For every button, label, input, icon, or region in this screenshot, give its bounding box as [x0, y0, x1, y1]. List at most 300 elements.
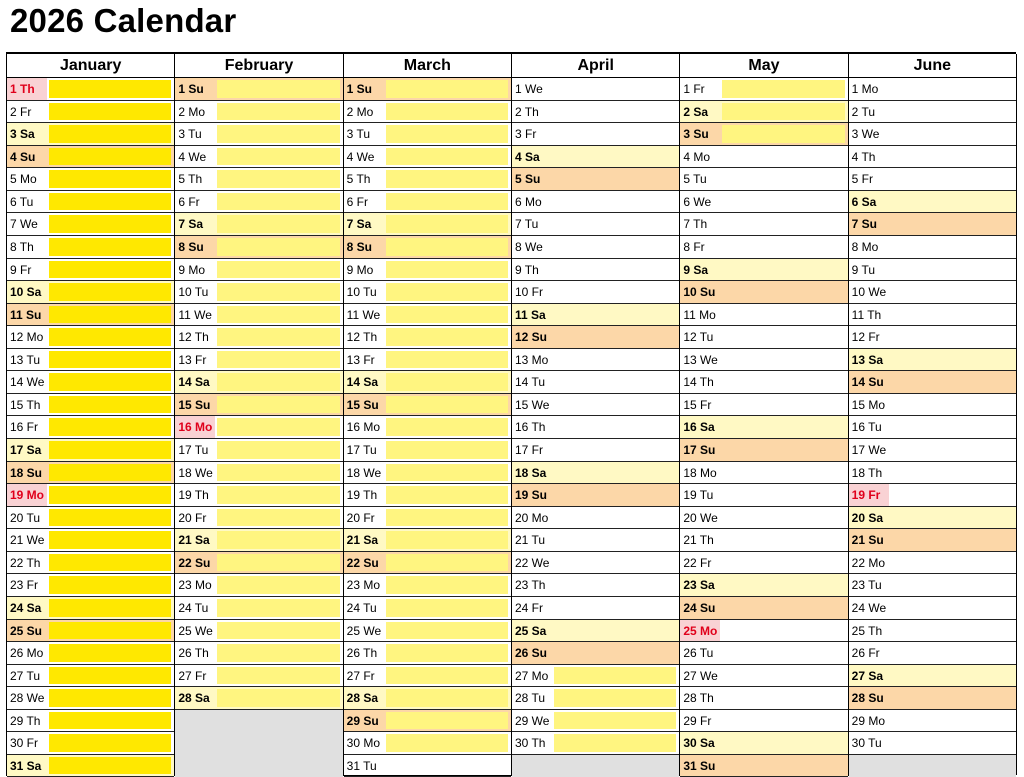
day-note-highlight	[722, 80, 844, 98]
day-note-highlight	[49, 441, 171, 459]
day-row[interactable]	[175, 552, 342, 575]
day-row[interactable]	[512, 710, 679, 733]
day-row[interactable]	[175, 484, 342, 507]
day-row[interactable]	[175, 304, 342, 327]
day-row[interactable]	[7, 574, 174, 597]
day-row[interactable]	[344, 552, 511, 575]
day-row[interactable]	[344, 462, 511, 485]
day-note-highlight	[217, 531, 339, 549]
day-label: 25 Mo	[683, 623, 718, 638]
day-row[interactable]	[7, 529, 174, 552]
day-note-highlight	[217, 373, 339, 391]
day-note-highlight	[217, 125, 339, 143]
day-label: 12 Fr	[851, 330, 880, 345]
day-note-highlight	[217, 509, 339, 527]
day-label: 17 Tu	[178, 443, 209, 457]
day-note-highlight	[217, 667, 339, 685]
day-row[interactable]	[7, 349, 174, 372]
day-label: 9 Fr	[10, 262, 32, 277]
day-label: 7 Sa	[178, 217, 204, 232]
day-label: 15 We	[515, 397, 550, 412]
day-row[interactable]	[849, 732, 1016, 755]
month-header: April	[512, 54, 679, 78]
day-row[interactable]	[849, 123, 1016, 146]
day-row[interactable]	[175, 259, 342, 282]
day-row[interactable]	[344, 349, 511, 372]
day-row[interactable]	[512, 326, 679, 349]
day-row[interactable]	[512, 191, 679, 214]
day-label: 27 Sa	[851, 668, 884, 683]
day-row[interactable]	[680, 213, 847, 236]
day-note-highlight	[49, 170, 171, 188]
day-label: 27 Fr	[346, 668, 375, 683]
day-row[interactable]	[512, 665, 679, 688]
day-label: 11 We	[346, 307, 381, 322]
day-row[interactable]	[512, 123, 679, 146]
day-note-highlight	[49, 125, 171, 143]
day-row[interactable]	[175, 416, 342, 439]
day-row[interactable]	[7, 213, 174, 236]
day-label: 19 Su	[515, 488, 548, 503]
day-label: 15 Mo	[851, 397, 886, 412]
day-label: 21 Tu	[515, 533, 546, 548]
day-label: 16 Mo	[178, 420, 213, 435]
day-row[interactable]	[512, 416, 679, 439]
day-row[interactable]	[344, 236, 511, 259]
day-row[interactable]	[175, 191, 342, 214]
day-row[interactable]	[849, 101, 1016, 124]
day-row[interactable]	[175, 168, 342, 191]
day-note-highlight	[49, 396, 171, 414]
day-row[interactable]	[7, 620, 174, 643]
day-row[interactable]	[344, 642, 511, 665]
day-row[interactable]	[175, 236, 342, 259]
day-row[interactable]	[175, 620, 342, 643]
day-note-highlight	[386, 283, 508, 301]
day-label: 1 Th	[10, 82, 35, 96]
day-label: 7 Th	[683, 217, 708, 232]
day-row[interactable]	[849, 191, 1016, 214]
day-row[interactable]	[344, 574, 511, 597]
day-note-highlight	[49, 734, 171, 752]
day-note-highlight	[386, 644, 508, 662]
day-row[interactable]	[7, 462, 174, 485]
day-row[interactable]	[512, 732, 679, 755]
day-row[interactable]	[680, 326, 847, 349]
day-note-highlight	[386, 351, 508, 369]
day-row[interactable]	[344, 484, 511, 507]
day-row[interactable]	[849, 146, 1016, 169]
day-row[interactable]	[680, 552, 847, 575]
day-note-highlight	[217, 689, 339, 707]
day-label: 25 Sa	[515, 623, 547, 638]
day-label: 4 Th	[851, 149, 876, 164]
day-row[interactable]	[512, 597, 679, 620]
day-row[interactable]	[680, 484, 847, 507]
day-row[interactable]	[680, 574, 847, 597]
day-label: 12 Tu	[683, 330, 714, 345]
day-row[interactable]	[512, 462, 679, 485]
day-row[interactable]	[175, 281, 342, 304]
day-row[interactable]	[7, 732, 174, 755]
day-row[interactable]	[344, 146, 511, 169]
day-row[interactable]	[175, 123, 342, 146]
day-label: 5 Th	[178, 172, 203, 187]
month-column-april	[512, 54, 680, 775]
day-row[interactable]	[680, 281, 847, 304]
day-label: 8 Fr	[683, 239, 705, 254]
day-row[interactable]	[175, 439, 342, 462]
day-label: 15 Su	[178, 397, 211, 412]
day-note-highlight	[386, 712, 508, 730]
day-row[interactable]	[7, 326, 174, 349]
day-note-highlight	[49, 689, 171, 707]
day-row[interactable]	[175, 349, 342, 372]
day-row[interactable]	[849, 687, 1016, 710]
day-note-highlight	[386, 261, 508, 279]
day-row[interactable]	[680, 732, 847, 755]
day-row[interactable]	[7, 484, 174, 507]
day-row[interactable]	[512, 439, 679, 462]
day-row[interactable]	[512, 236, 679, 259]
day-row[interactable]	[7, 665, 174, 688]
day-row[interactable]	[849, 326, 1016, 349]
day-note-highlight	[217, 306, 339, 324]
day-row[interactable]	[344, 597, 511, 620]
day-note-highlight	[386, 554, 508, 572]
day-row[interactable]	[680, 236, 847, 259]
day-label: 12 Mo	[10, 330, 44, 345]
day-note-highlight	[386, 193, 508, 211]
day-note-highlight	[49, 103, 171, 121]
day-row[interactable]	[680, 259, 847, 282]
day-row[interactable]	[680, 710, 847, 733]
day-label: 5 Mo	[10, 172, 37, 187]
day-row[interactable]	[680, 78, 847, 101]
day-row[interactable]	[849, 665, 1016, 688]
month-column-march	[344, 54, 512, 775]
day-label: 10 Su	[683, 285, 716, 300]
day-label: 18 Sa	[515, 465, 547, 480]
day-row[interactable]	[849, 304, 1016, 327]
day-row[interactable]	[849, 78, 1016, 101]
day-row[interactable]	[344, 687, 511, 710]
day-note-highlight	[217, 576, 339, 594]
day-label: 25 Su	[10, 623, 43, 638]
empty-day-cell	[849, 755, 1016, 777]
day-row[interactable]	[680, 394, 847, 417]
day-note-highlight	[49, 351, 171, 369]
day-label: 24 Sa	[10, 600, 42, 615]
day-label: 17 Fr	[515, 443, 544, 457]
day-row[interactable]	[7, 552, 174, 575]
day-label: 26 Th	[346, 646, 378, 661]
day-row[interactable]	[344, 507, 511, 530]
day-row[interactable]	[680, 101, 847, 124]
day-row[interactable]	[512, 371, 679, 394]
day-row[interactable]	[849, 462, 1016, 485]
day-row[interactable]	[344, 304, 511, 327]
day-label: 20 Mo	[515, 510, 549, 525]
day-row[interactable]	[7, 416, 174, 439]
day-label: 9 Tu	[851, 262, 876, 277]
day-row[interactable]	[849, 642, 1016, 665]
day-row[interactable]	[344, 755, 511, 777]
day-row[interactable]	[512, 304, 679, 327]
day-row[interactable]	[344, 620, 511, 643]
day-row[interactable]	[680, 191, 847, 214]
day-note-highlight	[49, 509, 171, 527]
day-label: 23 Mo	[178, 578, 212, 593]
day-row[interactable]	[7, 304, 174, 327]
day-row[interactable]	[512, 168, 679, 191]
day-label: 28 Tu	[515, 691, 546, 706]
day-row[interactable]	[680, 665, 847, 688]
day-row[interactable]	[512, 101, 679, 124]
day-row[interactable]	[7, 687, 174, 710]
day-row[interactable]	[344, 529, 511, 552]
day-row[interactable]	[344, 191, 511, 214]
day-label: 30 Mo	[346, 736, 381, 751]
day-label: 13 Fr	[346, 352, 375, 367]
day-row[interactable]	[7, 394, 174, 417]
day-row[interactable]	[7, 710, 174, 733]
day-row[interactable]	[175, 146, 342, 169]
day-note-highlight	[49, 486, 171, 504]
day-row[interactable]	[512, 394, 679, 417]
month-header: May	[680, 54, 847, 78]
day-row[interactable]	[849, 259, 1016, 282]
day-row[interactable]	[680, 371, 847, 394]
day-row[interactable]	[344, 394, 511, 417]
day-row[interactable]	[344, 439, 511, 462]
day-row[interactable]	[175, 326, 342, 349]
day-row[interactable]	[344, 416, 511, 439]
day-note-highlight	[49, 464, 171, 482]
day-note-highlight	[217, 622, 339, 640]
day-row[interactable]	[175, 642, 342, 665]
day-row[interactable]	[849, 416, 1016, 439]
day-row[interactable]	[344, 259, 511, 282]
day-label: 12 Th	[346, 330, 378, 345]
day-note-highlight	[217, 644, 339, 662]
day-row[interactable]	[344, 101, 511, 124]
day-row[interactable]	[512, 642, 679, 665]
day-label: 8 Su	[346, 239, 372, 254]
day-label: 17 We	[851, 443, 887, 457]
day-row[interactable]	[680, 123, 847, 146]
day-row[interactable]	[849, 620, 1016, 643]
day-row[interactable]	[680, 687, 847, 710]
day-row[interactable]	[512, 484, 679, 507]
day-row[interactable]	[680, 146, 847, 169]
day-label: 23 Sa	[683, 578, 715, 593]
day-row[interactable]	[344, 123, 511, 146]
day-note-highlight	[217, 328, 339, 346]
day-row[interactable]	[344, 326, 511, 349]
day-row[interactable]	[680, 529, 847, 552]
day-row[interactable]	[512, 78, 679, 101]
day-label: 15 Th	[10, 397, 41, 412]
day-row[interactable]	[175, 597, 342, 620]
day-label: 9 Mo	[178, 262, 206, 277]
day-row[interactable]	[344, 168, 511, 191]
day-label: 11 Su	[10, 307, 42, 322]
day-row[interactable]	[680, 349, 847, 372]
day-row[interactable]	[175, 78, 342, 101]
day-row[interactable]	[7, 191, 174, 214]
day-note-highlight	[217, 80, 339, 98]
day-row[interactable]	[680, 462, 847, 485]
day-label: 3 Sa	[10, 127, 35, 142]
day-label: 23 Mo	[346, 578, 381, 593]
day-row[interactable]	[7, 123, 174, 146]
day-row[interactable]	[344, 213, 511, 236]
day-row[interactable]	[7, 642, 174, 665]
day-row[interactable]	[7, 146, 174, 169]
month-column-january	[7, 54, 175, 775]
day-row[interactable]	[7, 168, 174, 191]
day-label: 23 Th	[515, 578, 546, 593]
day-label: 31 Sa	[10, 758, 42, 773]
day-row[interactable]	[849, 710, 1016, 733]
day-row[interactable]	[7, 281, 174, 304]
day-row[interactable]	[680, 755, 847, 777]
day-note-highlight	[554, 667, 676, 685]
day-row[interactable]	[849, 552, 1016, 575]
day-row[interactable]	[512, 146, 679, 169]
day-label: 11 Sa	[515, 307, 546, 322]
day-row[interactable]	[344, 281, 511, 304]
day-row[interactable]	[175, 687, 342, 710]
day-row[interactable]	[512, 620, 679, 643]
day-label: 6 Mo	[515, 194, 542, 209]
day-row[interactable]	[849, 484, 1016, 507]
day-row[interactable]	[7, 78, 174, 101]
day-label: 22 Su	[178, 555, 211, 570]
day-row[interactable]	[680, 304, 847, 327]
day-note-highlight	[217, 283, 339, 301]
day-note-highlight	[217, 396, 339, 414]
day-row[interactable]	[512, 574, 679, 597]
day-row[interactable]	[680, 416, 847, 439]
day-row[interactable]	[7, 101, 174, 124]
day-row[interactable]	[849, 507, 1016, 530]
day-note-highlight	[49, 148, 171, 166]
day-label: 8 Th	[10, 239, 34, 254]
day-row[interactable]	[849, 281, 1016, 304]
day-note-highlight	[554, 712, 676, 730]
day-row[interactable]	[680, 439, 847, 462]
day-label: 1 Su	[178, 82, 204, 96]
day-row[interactable]	[7, 439, 174, 462]
day-row[interactable]	[344, 710, 511, 733]
day-row[interactable]	[175, 213, 342, 236]
day-row[interactable]	[175, 462, 342, 485]
day-row[interactable]	[175, 529, 342, 552]
day-label: 18 Su	[10, 465, 43, 480]
day-label: 16 Mo	[346, 420, 381, 435]
day-note-highlight	[386, 103, 508, 121]
day-row[interactable]	[849, 597, 1016, 620]
day-row[interactable]	[680, 507, 847, 530]
day-note-highlight	[217, 554, 339, 572]
day-row[interactable]	[344, 665, 511, 688]
day-row[interactable]	[849, 394, 1016, 417]
day-row[interactable]	[7, 755, 174, 777]
day-row[interactable]	[849, 213, 1016, 236]
day-label: 2 Sa	[683, 104, 709, 119]
day-note-highlight	[386, 306, 508, 324]
day-label: 1 We	[515, 82, 543, 96]
day-row[interactable]	[344, 732, 511, 755]
day-row[interactable]	[512, 259, 679, 282]
day-label: 21 Su	[851, 533, 884, 548]
day-note-highlight	[217, 464, 339, 482]
day-row[interactable]	[344, 371, 511, 394]
day-row[interactable]	[512, 552, 679, 575]
day-row[interactable]	[512, 529, 679, 552]
day-label: 26 Th	[178, 646, 209, 661]
day-label: 28 Sa	[346, 691, 379, 706]
day-row[interactable]	[680, 642, 847, 665]
day-row[interactable]	[7, 236, 174, 259]
day-label: 29 Th	[10, 713, 41, 728]
day-row[interactable]	[7, 259, 174, 282]
day-row[interactable]	[849, 529, 1016, 552]
day-label: 5 Su	[515, 172, 541, 187]
day-row[interactable]	[7, 597, 174, 620]
day-note-highlight	[386, 486, 508, 504]
day-row[interactable]	[680, 620, 847, 643]
day-label: 25 Th	[851, 623, 883, 638]
day-label: 28 Su	[851, 691, 884, 706]
day-row[interactable]	[512, 507, 679, 530]
day-row[interactable]	[512, 281, 679, 304]
day-row[interactable]	[175, 371, 342, 394]
day-row[interactable]	[175, 101, 342, 124]
day-row[interactable]	[512, 213, 679, 236]
day-row[interactable]	[849, 236, 1016, 259]
day-row[interactable]	[175, 394, 342, 417]
day-row[interactable]	[175, 665, 342, 688]
day-row[interactable]	[7, 371, 174, 394]
day-label: 1 Fr	[683, 82, 705, 96]
day-row[interactable]	[849, 349, 1016, 372]
day-label: 17 Su	[683, 443, 716, 457]
day-label: 26 Fr	[851, 646, 880, 661]
day-row[interactable]	[175, 507, 342, 530]
day-row[interactable]	[849, 574, 1016, 597]
day-row[interactable]	[7, 507, 174, 530]
day-row[interactable]	[680, 597, 847, 620]
day-row[interactable]	[680, 168, 847, 191]
day-note-highlight	[49, 622, 171, 640]
day-row[interactable]	[344, 78, 511, 101]
day-note-highlight	[386, 238, 508, 256]
day-row[interactable]	[849, 439, 1016, 462]
day-row[interactable]	[849, 371, 1016, 394]
day-row[interactable]	[512, 349, 679, 372]
day-row[interactable]	[512, 687, 679, 710]
day-row[interactable]	[849, 168, 1016, 191]
day-label: 17 Tu	[346, 443, 377, 457]
month-column-february	[175, 54, 343, 775]
day-row[interactable]	[175, 574, 342, 597]
day-label: 22 Fr	[683, 555, 712, 570]
day-label: 29 Mo	[851, 713, 886, 728]
page-title: 2026 Calendar	[10, 2, 237, 39]
